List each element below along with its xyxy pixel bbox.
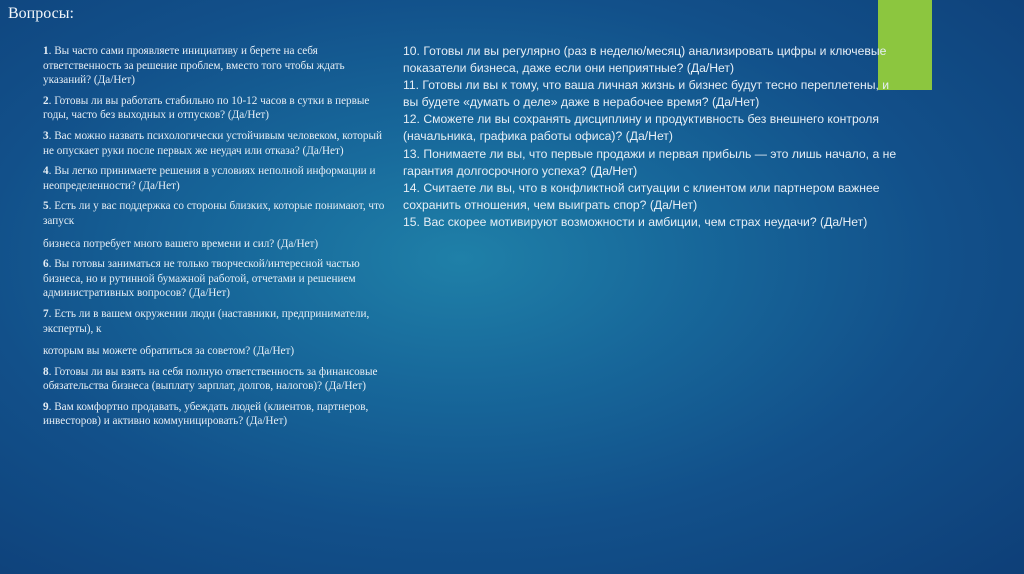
question-number: 4 xyxy=(43,165,49,178)
questions-left-column xyxy=(43,44,393,435)
question-number: 1 xyxy=(43,45,49,57)
question-8 xyxy=(43,365,393,394)
question-number: 3 xyxy=(43,129,49,142)
question-5 xyxy=(43,199,393,228)
question-12: 12. Сможете ли вы сохранять дисциплину и продуктивность без внешнего контроля (начальника, графика работы офиса)? (Да/Нет) xyxy=(403,112,879,144)
question-text: . Вы часто сами проявляете инициативу и берете на себя ответственность за решение проблем, вместо того чтобы ждать указаний? (Да/Нет) xyxy=(43,45,345,87)
question-text: . Есть ли у вас поддержка со стороны близких, которые понимают, что запуск xyxy=(43,200,385,227)
question-number: 7 xyxy=(43,307,49,320)
question-number: 8 xyxy=(43,365,49,378)
question-text: . Есть ли в вашем окружении люди (наставники, предприниматели, эксперты), к xyxy=(43,307,370,335)
question-number: 2 xyxy=(43,94,49,107)
question-text: . Вам комфортно продавать, убеждать людей (клиентов, партнеров, инвесторов) и активно коммуницировать? (Да/Нет) xyxy=(43,400,369,428)
question-4 xyxy=(43,164,393,193)
question-14: 14. Считаете ли вы, что в конфликтной ситуации с клиентом или партнером важнее сохранить отношения, чем выиграть спор? (Да/Нет) xyxy=(403,180,880,212)
question-number: 5 xyxy=(43,200,49,213)
question-text: . Вас можно назвать психологически устойчивым человеком, который не опускает руки после первых же неудач или отказа? (Да/Нет) xyxy=(43,129,382,157)
question-6 xyxy=(43,257,393,301)
question-text: . Вы готовы заниматься не только творческой/интересной частью бизнеса, но и рутинной бумажной работой, отчетами и решением административных вопросов? (Да/Нет) xyxy=(43,258,360,300)
question-number: 6 xyxy=(43,258,49,271)
question-5-continuation: бизнеса потребует много вашего времени и сил? (Да/Нет) xyxy=(43,237,319,250)
question-15: 15. Вас скорее мотивируют возможности и амбиции, чем страх неудачи? (Да/Нет) xyxy=(403,214,868,229)
question-text: . Готовы ли вы взять на себя полную ответственность за финансовые обязательства бизнеса (выплату зарплат, долгов, налогов)? (Да/Нет) xyxy=(43,365,378,393)
questions-right-column xyxy=(403,43,903,231)
question-7-continuation: которым вы можете обратиться за советом? (Да/Нет) xyxy=(43,345,295,358)
question-11: 11. Готовы ли вы к тому, что ваша личная жизнь и бизнес будут тесно переплетены, и вы будете «думать о деле» даже в нерабочее время? (Да/Нет) xyxy=(403,78,890,110)
question-number: 9 xyxy=(43,400,49,413)
question-9 xyxy=(43,400,393,429)
question-text: . Вы легко принимаете решения в условиях неполной информации и неопределенности? (Да/Нет) xyxy=(43,165,376,192)
question-text: . Готовы ли вы работать стабильно по 10-12 часов в сутки в первые годы, часто без выходных и отпусков? (Да/Нет) xyxy=(43,94,370,122)
question-10: 10. Готовы ли вы регулярно (раз в неделю/месяц) анализировать цифры и ключевые показатели бизнеса, даже если они неприятные? (Да/Нет) xyxy=(403,44,887,76)
question-3 xyxy=(43,129,393,158)
question-1 xyxy=(43,44,393,88)
slide-title: Вопросы: xyxy=(8,5,74,22)
question-7 xyxy=(43,307,393,336)
question-2 xyxy=(43,94,393,123)
question-13: 13. Понимаете ли вы, что первые продажи и первая прибыль — это лишь начало, а не гарантия долгосрочного успеха? (Да/Нет) xyxy=(403,146,897,178)
